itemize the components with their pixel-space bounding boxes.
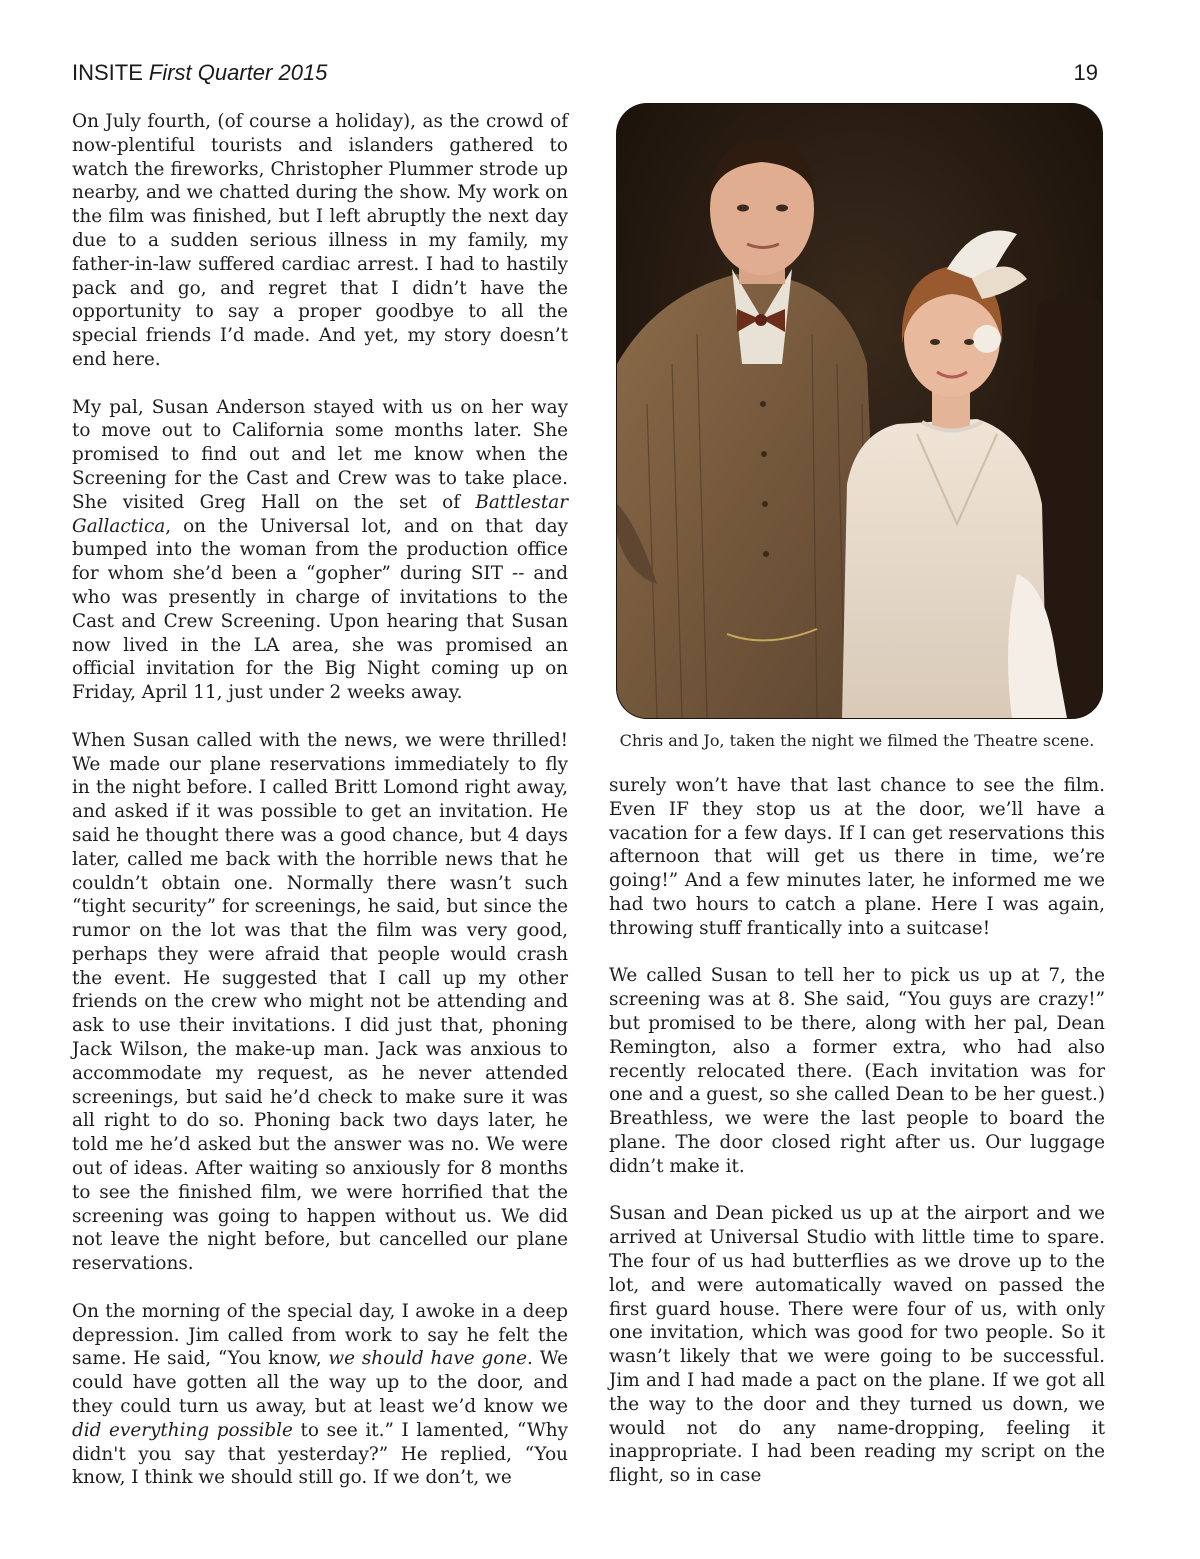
paragraph: Susan and Dean picked us up at the airport and we arrived at Universal Studio with little time to spare. The four of us had butterflies as we drove up to the lot, and were automatically waved on passed the first guard house. There were four of us, with only one invitation, which was good for two people. So it wasn’t likely that we were going to be successful. Jim and I had made a pact on the plane. If we got all the way to the door and they turned us down, we would not do any name-dropping, feeling it inappropriate. I had been reading my script on the flight, so in case	[609, 1203, 1105, 1487]
emphasis: we should have gone	[328, 1348, 528, 1370]
page-number: 19	[1073, 60, 1098, 85]
show-title: Battlestar Gallactica	[72, 491, 568, 537]
right-column	[609, 774, 1105, 1512]
paragraph: On July fourth, (of course a holiday), as the crowd of now-plentiful tourists and islanders gathered to watch the fireworks, Christopher Plummer strode up nearby, and we chatted during the show. My work on the film was finished, but I left abruptly the next day due to a sudden serious illness in my family, my father-in-law suffered cardiac arrest. I had to hastily pack and go, and regret that I didn’t have the opportunity to say a proper goodbye to all the special friends I’d made. And yet, my story doesn’t end here.	[72, 111, 568, 370]
paragraph: My pal, Susan Anderson stayed with us on her way to move out to California some months later. She promised to find out and let me know when the Screening for the Cast and Crew was to take place. She visited Greg Hall on the set of Battlestar Gallactica, on the Universal lot, and on that day bumped into the woman from the production office for whom she’d been a “gopher” during SIT -- and who was presently in charge of invitations to the Cast and Crew Screening. Upon hearing that Susan now lived in the LA area, she was promised an official invitation for the Big Night coming up on Friday, April 11, just under 2 weeks away.	[72, 396, 568, 704]
running-header	[72, 60, 327, 86]
emphasis: did everything possible	[72, 1419, 293, 1441]
publication-name: INSITE	[72, 60, 143, 85]
paragraph: surely won’t have that last chance to see the film. Even IF they stop us at the door, we’ll have a vacation for a few days. If I can get reservations this afternoon that will get us there in time, we’re going!” And a few minutes later, he informed me we had two hours to catch a plane. Here I was again, throwing stuff frantically into a suitcase!	[609, 775, 1105, 939]
paragraph: When Susan called with the news, we were thrilled! We made our plane reservations immediately to fly in the night before. I called Britt Lomond right away, and asked if it was possible to get an invitation. He said he thought there was a good chance, but 4 days later, called me back with the horrible news that he couldn’t obtain one. Normally there wasn’t such “tight security” for screenings, he said, but since the rumor on the lot was that the film was very good, perhaps they were afraid that people would crash the event. He suggested that I call up my other friends on the crew who might not be attending and ask to use their invitations. I did just that, phoning Jack Wilson, the make-up man. Jack was anxious to accommodate my request, as he never attended screenings, but said he’d check to make sure it was all right to do so. Phoning back two days later, he told me he’d asked but the answer was no. We were out of ideas. After waiting so anxiously for 8 months to see the finished film, we were horrified that the screening was going to happen without us. We did not leave the night before, but cancelled our plane reservations.	[72, 729, 568, 1275]
paragraph: On the morning of the special day, I awoke in a deep depression. Jim called from work to say he felt the same. He said, “You know, we should have gone. We could have gotten all the way up to the door, and they could turn us away, but at least we’d know we did everything possible to see it.” I lamented, “Why didn't you say that yesterday?” He replied, “You know, I think we should still go. If we don’t, we	[72, 1300, 568, 1489]
photo-caption: Chris and Jo, taken the night we filmed the Theatre scene.	[619, 731, 1095, 750]
photo	[617, 104, 1102, 718]
photo-image	[617, 104, 1102, 718]
issue-label: First Quarter 2015	[148, 60, 328, 85]
paragraph: We called Susan to tell her to pick us up at 7, the screening was at 8. She said, “You guys are crazy!” but promised to be there, along with her pal, Dean Remington, also a former extra, who had also recently relocated there. (Each invitation was for one and a guest, so she called Dean to be her guest.) Breathless, we were the last people to board the plane. The door closed right after us. Our luggage didn’t make it.	[609, 965, 1105, 1177]
left-column	[72, 110, 568, 1514]
